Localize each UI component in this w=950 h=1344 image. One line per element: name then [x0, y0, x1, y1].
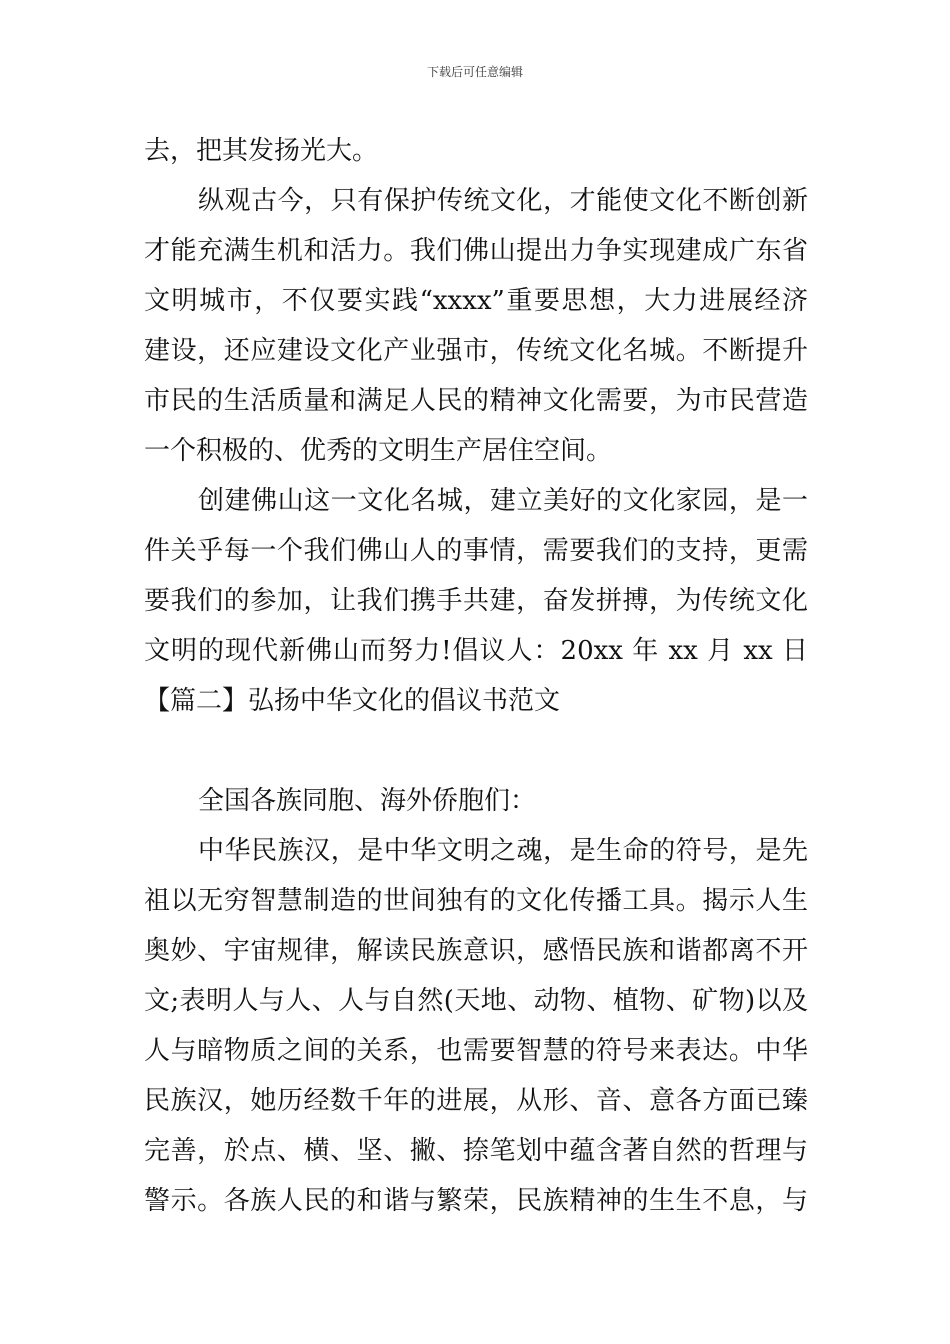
paragraph-line: 建设，还应建设文化产业强市，传统文化名城。不断提升 — [144, 336, 808, 366]
paragraph-line: 文;表明人与人、人与自然(天地、动物、植物、矿物)以及 — [144, 986, 808, 1016]
paragraph-last-line: 一个积极的、优秀的文明生产居住空间。 — [144, 436, 613, 466]
paragraph-line: 文明城市，不仅要实践“xxxx”重要思想，大力进展经济 — [144, 286, 808, 316]
paragraph-line: 完善，於点、横、坚、撇、捺笔划中蕴含著自然的哲理与 — [144, 1136, 808, 1166]
paragraph-line: 文明的现代新佛山而努力!倡议人：20xx 年 xx 月 xx 日 — [144, 636, 808, 666]
paragraph-line: 人与暗物质之间的关系，也需要智慧的符号来表达。中华 — [144, 1036, 808, 1066]
paragraph-line: 创建佛山这一文化名城，建立美好的文化家园，是一 — [198, 486, 808, 516]
paragraph-continuation-line: 去，把其发扬光大。 — [144, 136, 379, 166]
paragraph-line: 纵观古今，只有保护传统文化，才能使文化不断创新 — [198, 186, 808, 216]
paragraph-line: 市民的生活质量和满足人民的精神文化需要，为市民营造 — [144, 386, 808, 416]
salutation-line: 全国各族同胞、海外侨胞们： — [198, 786, 537, 816]
section-heading: 【篇二】弘扬中华文化的倡议书范文 — [144, 686, 561, 716]
page-header: 下载后可任意编辑 — [426, 65, 523, 79]
document-body — [144, 126, 808, 1226]
paragraph-line: 奥妙、宇宙规律，解读民族意识，感悟民族和谐都离不开 — [144, 936, 808, 966]
blank-line — [144, 726, 808, 776]
paragraph-line: 祖以无穷智慧制造的世间独有的文化传播工具。揭示人生 — [144, 886, 808, 916]
paragraph-line: 警示。各族人民的和谐与繁荣，民族精神的生生不息，与 — [144, 1186, 808, 1216]
paragraph-line: 才能充满生机和活力。我们佛山提出力争实现建成广东省 — [144, 236, 808, 266]
paragraph-line: 要我们的参加，让我们携手共建，奋发拼搏，为传统文化 — [144, 586, 808, 616]
paragraph-line: 中华民族汉，是中华文明之魂，是生命的符号，是先 — [198, 836, 808, 866]
paragraph-line: 民族汉，她历经数千年的进展，从形、音、意各方面已臻 — [144, 1086, 808, 1116]
paragraph-line: 件关乎每一个我们佛山人的事情，需要我们的支持，更需 — [144, 536, 808, 566]
